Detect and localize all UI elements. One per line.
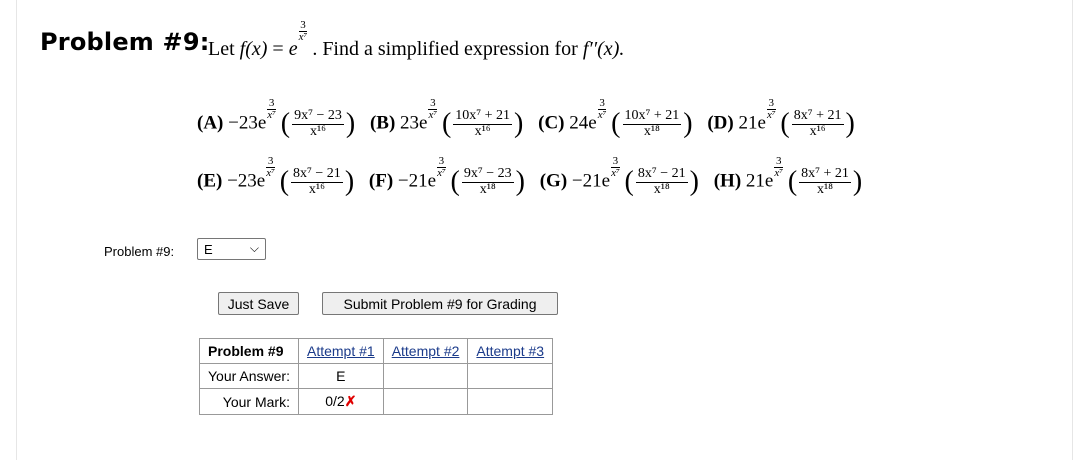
choice-c: (C) 24e $\frac{3}{\text{x⁷}}$ ( $\frac{\text{10x⁷ + 21}}{\text{x¹⁸}}$ ) bbox=[538, 97, 693, 139]
answer-attempt-3 bbox=[468, 364, 553, 389]
derivative-expression: f′′(x). bbox=[582, 38, 625, 60]
choices-row-1 bbox=[197, 97, 865, 140]
answer-select-value: E bbox=[204, 242, 213, 257]
attempt-3-link[interactable]: Attempt #3 bbox=[476, 343, 545, 359]
choices-row-2 bbox=[197, 155, 872, 198]
mark-attempt-1: 0/2✗ bbox=[298, 389, 383, 415]
answer-select-label: Problem #9: bbox=[104, 244, 175, 259]
statement-let: Let bbox=[208, 38, 235, 60]
statement-find: . Find a simplified expression for bbox=[312, 38, 578, 60]
your-answer-label: Your Answer: bbox=[200, 364, 299, 389]
equals-sign: = bbox=[272, 38, 284, 60]
choice-e: (E) −23e $\frac{3}{\text{x⁷}}$ ( $\frac{\text{8x⁷ − 21}}{\text{x¹⁶}}$ ) bbox=[197, 155, 355, 197]
function-base: e bbox=[288, 38, 298, 60]
choice-a: (A) −23e $\frac{3}{\text{x⁷}}$ ( $\frac{\text{9x⁷ − 23}}{\text{x¹⁶}}$ ) bbox=[197, 97, 356, 139]
chevron-down-icon: ⌵ bbox=[249, 241, 259, 255]
mark-attempt-3 bbox=[468, 389, 553, 415]
attempt-1-link[interactable]: Attempt #1 bbox=[306, 343, 375, 359]
choice-g: (G) −21e $\frac{3}{\text{x⁷}}$ ( $\frac{\text{8x⁷ − 21}}{\text{x¹⁸}}$ ) bbox=[539, 155, 699, 197]
attempt-2-link[interactable]: Attempt #2 bbox=[391, 343, 460, 359]
just-save-button[interactable]: Just Save bbox=[218, 292, 299, 315]
wrong-icon: ✗ bbox=[344, 393, 357, 409]
attempts-table bbox=[199, 338, 553, 415]
answer-select[interactable] bbox=[197, 238, 266, 260]
your-mark-label: Your Mark: bbox=[200, 389, 299, 415]
problem-title: Problem #9: bbox=[40, 28, 210, 56]
choice-h: (H) 21e $\frac{3}{\text{x⁷}}$ ( $\frac{\text{8x⁷ + 21}}{\text{x¹⁸}}$ ) bbox=[713, 155, 863, 197]
left-border bbox=[16, 0, 17, 460]
right-border bbox=[1072, 0, 1073, 460]
problem-statement bbox=[208, 19, 625, 61]
answer-attempt-2 bbox=[383, 364, 468, 389]
submit-button[interactable]: Submit Problem #9 for Grading bbox=[322, 292, 558, 315]
choice-b: (B) 23e $\frac{3}{\text{x⁷}}$ ( $\frac{\text{10x⁷ + 21}}{\text{x¹⁶}}$ ) bbox=[369, 97, 524, 139]
function-exponent: $\frac{3}{\text{x⁷}}$ bbox=[298, 19, 308, 43]
choice-f: (F) −21e $\frac{3}{\text{x⁷}}$ ( $\frac{\text{9x⁷ − 23}}{\text{x¹⁸}}$ ) bbox=[368, 155, 525, 197]
mark-attempt-2 bbox=[383, 389, 468, 415]
choice-d: (D) 21e $\frac{3}{\text{x⁷}}$ ( $\frac{\text{8x⁷ + 21}}{\text{x¹⁶}}$ ) bbox=[707, 97, 855, 139]
answer-attempt-1: E bbox=[298, 364, 383, 389]
function-lhs: f(x) bbox=[239, 38, 268, 60]
attempts-header: Problem #9 bbox=[200, 339, 299, 364]
